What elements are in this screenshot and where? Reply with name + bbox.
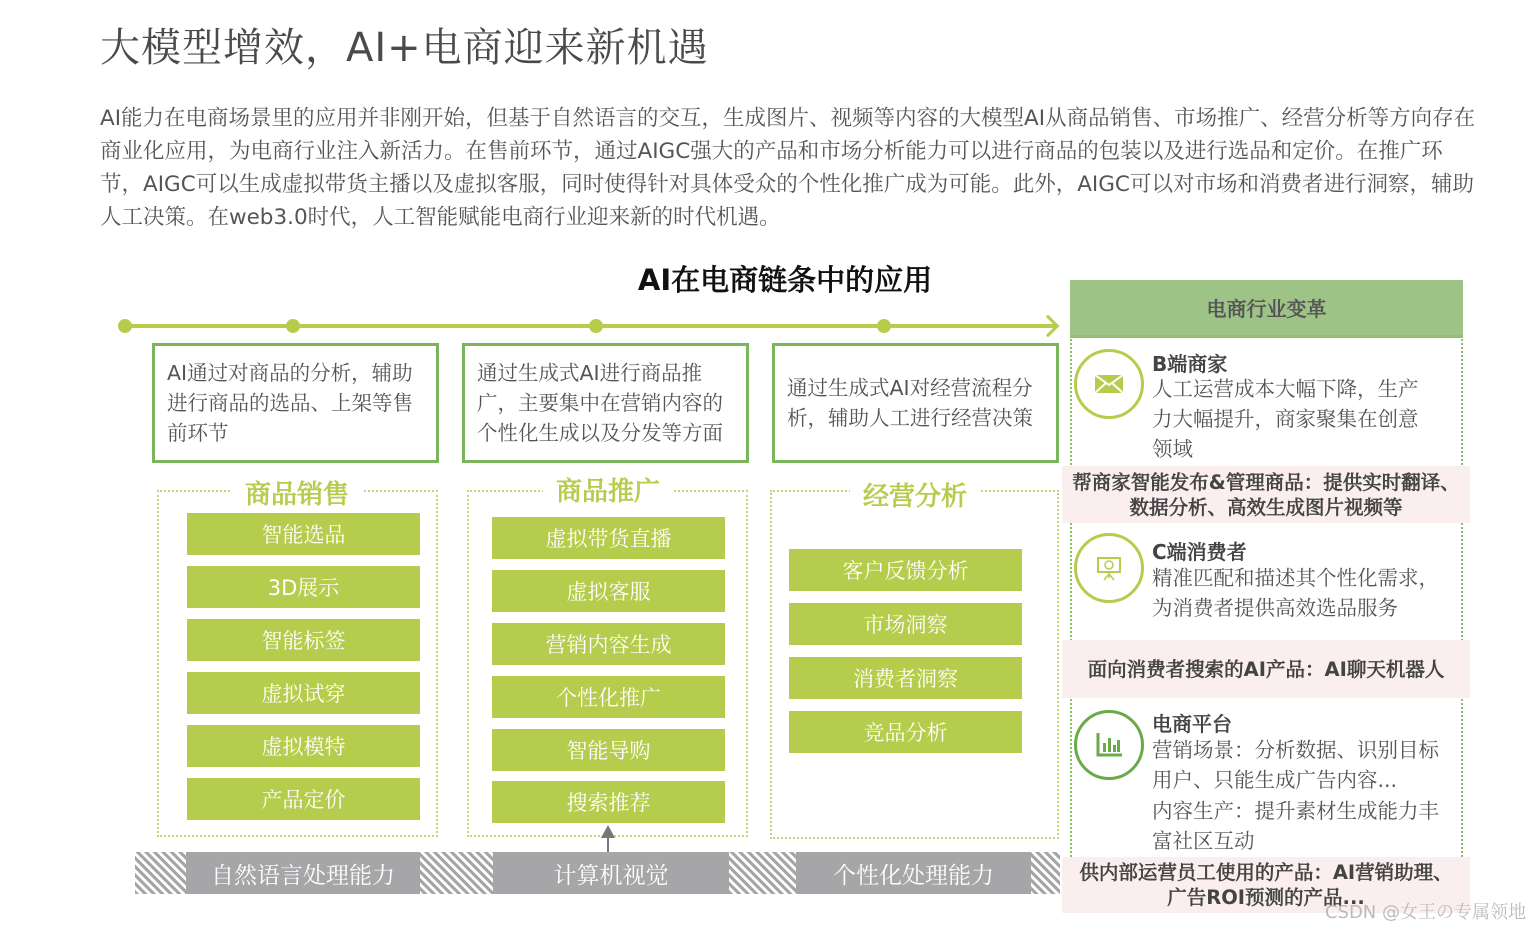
timeline-dot — [877, 319, 891, 333]
up-arrow-icon — [607, 836, 609, 852]
platform-band: 供内部运营员工使用的产品：AI营销助理、广告ROI预测的产品... — [1062, 857, 1470, 913]
analysis-item: 市场洞察 — [789, 603, 1022, 645]
promotion-description — [462, 343, 749, 463]
analysis-item: 客户反馈分析 — [789, 549, 1022, 591]
merchant-band: 帮商家智能发布&管理商品：提供实时翻译、数据分析、高效生成图片视频等 — [1062, 466, 1470, 523]
timeline-dot — [286, 319, 300, 333]
promotion-item: 虚拟带货直播 — [492, 517, 725, 559]
watermark: CSDN @女王の专属领地 — [1324, 902, 1526, 923]
analysis-description — [772, 343, 1059, 463]
sales-item: 虚拟模特 — [187, 725, 420, 767]
platform-text-2: 内容生产：提升素材生成能力丰富社区互动 — [1152, 799, 1439, 853]
merchant-text: 人工运营成本大幅下降，生产力大幅提升，商家聚集在创意领域 — [1152, 377, 1419, 461]
consumer-title: C端消费者 — [1152, 540, 1247, 564]
promotion-item: 个性化推广 — [492, 676, 725, 718]
analysis-item: 竞品分析 — [789, 711, 1022, 753]
promotion-category-title: 商品推广 — [543, 471, 673, 508]
sales-item: 智能标签 — [187, 619, 420, 661]
consumer-band: 面向消费者搜索的AI产品：AI聊天机器人 — [1062, 640, 1470, 698]
envelope-icon — [1074, 349, 1144, 419]
intro-paragraph: AI能力在电商场景里的应用并非刚开始，但基于自然语言的交互，生成图片、视频等内容的大模型AI从商品销售、市场推广、经营分析等方向存在商业化应用，为电商行业注入新活力。在售前环节，通过AIGC强大的产品和市场分析能力可以进行商品的包装以及进行选品和定价。在推广环节，AIGC可以生成虚拟带货主播以及虚拟客服，同时使得针对具体受众的个性化推广成为可能。此外，AIGC可以对市场和消费者进行洞察，辅助人工决策。在web3.0时代，人工智能赋能电商行业迎来新的时代机遇。 — [100, 106, 1476, 230]
capability-cv: 计算机视觉 — [493, 852, 729, 894]
sales-item: 产品定价 — [187, 778, 420, 820]
sales-item: 3D展示 — [187, 566, 420, 608]
timeline-dot — [589, 319, 603, 333]
promotion-item: 虚拟客服 — [492, 570, 725, 612]
promotion-description-text: 通过生成式AI进行商品推广，主要集中在营销内容的个性化生成以及分发等方面 — [477, 361, 723, 445]
promotion-item: 搜索推荐 — [492, 781, 725, 823]
bar-chart-icon — [1074, 710, 1144, 780]
presentation-icon — [1074, 533, 1144, 603]
capability-personalization: 个性化处理能力 — [796, 852, 1031, 894]
sales-category-title: 商品销售 — [232, 474, 362, 511]
sales-item: 智能选品 — [187, 513, 420, 555]
merchant-title: B端商家 — [1152, 352, 1228, 376]
sales-item: 虚拟试穿 — [187, 672, 420, 714]
timeline-arrow-icon — [1037, 315, 1060, 338]
up-arrow-head-icon — [601, 825, 615, 838]
panel-title: 电商行业变革 — [1070, 280, 1463, 338]
platform-text: 营销场景：分析数据、识别目标用户、只能生成广告内容... — [1152, 738, 1439, 792]
promotion-item: 营销内容生成 — [492, 623, 725, 665]
analysis-description-text: 通过生成式AI对经营流程分析，辅助人工进行经营决策 — [787, 376, 1033, 430]
promotion-item: 智能导购 — [492, 729, 725, 771]
page-title: 大模型增效，AI+电商迎来新机遇 — [100, 25, 709, 71]
consumer-text: 精准匹配和描述其个性化需求，为消费者提供高效选品服务 — [1152, 566, 1439, 620]
timeline-dot — [118, 319, 132, 333]
analysis-item: 消费者洞察 — [789, 657, 1022, 699]
sales-description — [152, 343, 439, 463]
platform-title: 电商平台 — [1152, 712, 1232, 736]
diagram-title: AI在电商链条中的应用 — [637, 263, 933, 297]
analysis-category-title: 经营分析 — [850, 476, 980, 513]
capability-nlp: 自然语言处理能力 — [186, 852, 420, 894]
sales-description-text: AI通过对商品的分析，辅助进行商品的选品、上架等售前环节 — [167, 361, 413, 445]
